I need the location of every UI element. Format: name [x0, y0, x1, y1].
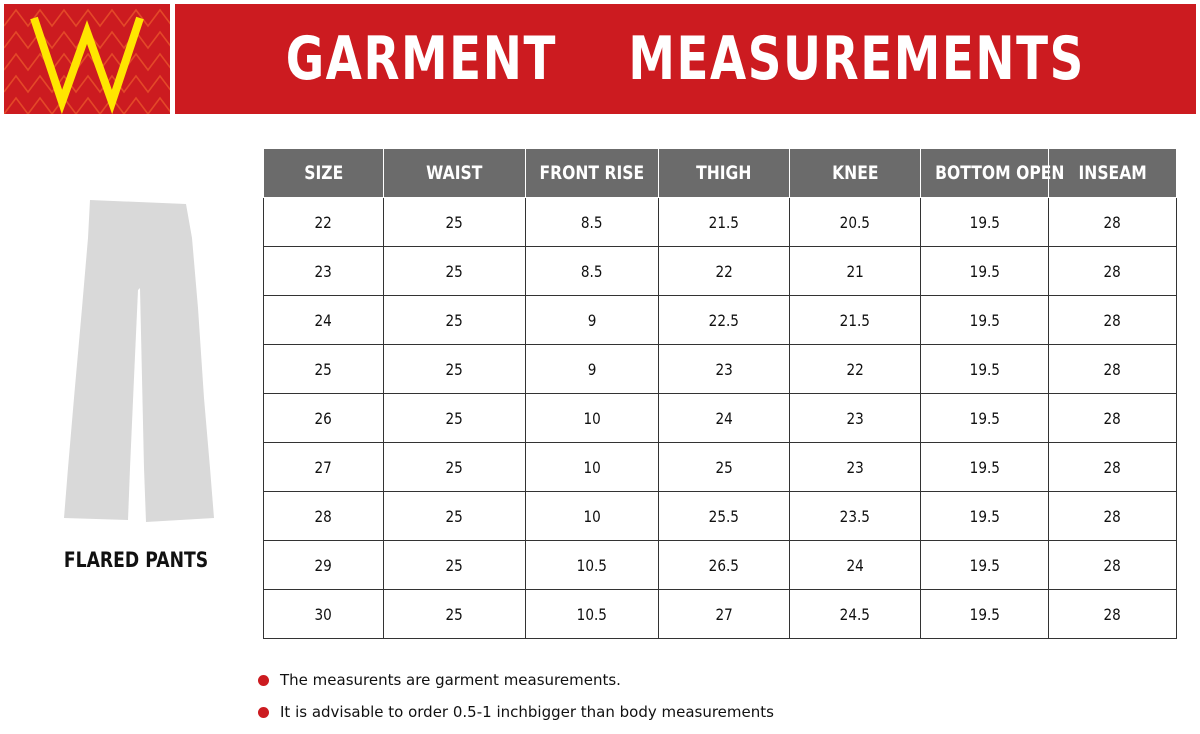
- table-cell: 25: [384, 443, 526, 492]
- table-cell: 25: [384, 541, 526, 590]
- flared-pants-icon: [60, 198, 216, 524]
- column-header: SIZE: [264, 149, 384, 198]
- table-cell: 26: [264, 394, 384, 443]
- table-cell: 19.5: [921, 541, 1049, 590]
- table-cell: 24: [790, 541, 921, 590]
- table-cell: 10: [526, 394, 659, 443]
- table-cell: 10.5: [526, 541, 659, 590]
- table-cell: 22: [659, 247, 790, 296]
- column-header: FRONT RISE: [526, 149, 659, 198]
- table-cell: 23: [659, 345, 790, 394]
- page-title: GARMENT MEASUREMENTS: [285, 24, 1086, 94]
- table-row: [264, 345, 1177, 394]
- table-cell: 9: [526, 345, 659, 394]
- table-cell: 19.5: [921, 394, 1049, 443]
- table-cell: 24: [264, 296, 384, 345]
- table-cell: 23: [790, 394, 921, 443]
- column-header: INSEAM: [1049, 149, 1177, 198]
- column-header: WAIST: [384, 149, 526, 198]
- table-cell: 23.5: [790, 492, 921, 541]
- table-cell: 28: [1049, 345, 1177, 394]
- column-header: THIGH: [659, 149, 790, 198]
- table-cell: 25: [384, 247, 526, 296]
- table-cell: 26.5: [659, 541, 790, 590]
- table-row: [264, 492, 1177, 541]
- table-row: [264, 394, 1177, 443]
- table-cell: 25: [384, 590, 526, 639]
- brand-logo: [4, 4, 170, 114]
- table-cell: 27: [659, 590, 790, 639]
- table-header-row: [264, 149, 1177, 198]
- table-cell: 21: [790, 247, 921, 296]
- w-logo-icon: [4, 4, 170, 114]
- table-row: [264, 443, 1177, 492]
- size-chart-table: [263, 148, 1177, 639]
- table-cell: 29: [264, 541, 384, 590]
- table-cell: 28: [1049, 394, 1177, 443]
- table-cell: 25.5: [659, 492, 790, 541]
- table-cell: 28: [264, 492, 384, 541]
- table-cell: 23: [264, 247, 384, 296]
- table-row: [264, 198, 1177, 247]
- table-cell: 19.5: [921, 345, 1049, 394]
- table-cell: 28: [1049, 492, 1177, 541]
- table-cell: 25: [384, 492, 526, 541]
- column-header: BOTTOM OPEN: [921, 149, 1049, 198]
- product-label: FLARED PANTS: [63, 548, 209, 572]
- table-cell: 25: [384, 198, 526, 247]
- table-cell: 28: [1049, 541, 1177, 590]
- table-cell: 28: [1049, 247, 1177, 296]
- table-row: [264, 247, 1177, 296]
- table-row: [264, 590, 1177, 639]
- table-cell: 8.5: [526, 247, 659, 296]
- table-row: [264, 541, 1177, 590]
- table-cell: 25: [264, 345, 384, 394]
- table-cell: 22: [790, 345, 921, 394]
- notes-list: [258, 664, 774, 728]
- table-cell: 10: [526, 443, 659, 492]
- table-cell: 10: [526, 492, 659, 541]
- header-banner: [175, 4, 1196, 114]
- table-cell: 24.5: [790, 590, 921, 639]
- table-cell: 27: [264, 443, 384, 492]
- table-cell: 24: [659, 394, 790, 443]
- table-cell: 19.5: [921, 247, 1049, 296]
- table-cell: 19.5: [921, 492, 1049, 541]
- table-row: [264, 296, 1177, 345]
- table-cell: 25: [384, 296, 526, 345]
- column-header: KNEE: [790, 149, 921, 198]
- table-cell: 22: [264, 198, 384, 247]
- table-cell: 25: [384, 345, 526, 394]
- note-item: [258, 664, 774, 696]
- table-cell: 21.5: [790, 296, 921, 345]
- table-cell: 8.5: [526, 198, 659, 247]
- table-cell: 25: [384, 394, 526, 443]
- table-cell: 28: [1049, 198, 1177, 247]
- table-cell: 20.5: [790, 198, 921, 247]
- table-cell: 28: [1049, 443, 1177, 492]
- table-cell: 19.5: [921, 590, 1049, 639]
- table-cell: 28: [1049, 296, 1177, 345]
- bullet-icon: [258, 707, 269, 718]
- table-cell: 22.5: [659, 296, 790, 345]
- table-cell: 30: [264, 590, 384, 639]
- table-cell: 19.5: [921, 198, 1049, 247]
- table-cell: 21.5: [659, 198, 790, 247]
- table-cell: 28: [1049, 590, 1177, 639]
- table-cell: 10.5: [526, 590, 659, 639]
- table-cell: 23: [790, 443, 921, 492]
- table-cell: 19.5: [921, 296, 1049, 345]
- note-text: It is advisable to order 0.5-1 inchbigger than body measurements: [280, 703, 774, 721]
- table-cell: 19.5: [921, 443, 1049, 492]
- bullet-icon: [258, 675, 269, 686]
- note-text: The measurents are garment measurements.: [280, 671, 621, 689]
- note-item: [258, 696, 774, 728]
- table-cell: 25: [659, 443, 790, 492]
- table-cell: 9: [526, 296, 659, 345]
